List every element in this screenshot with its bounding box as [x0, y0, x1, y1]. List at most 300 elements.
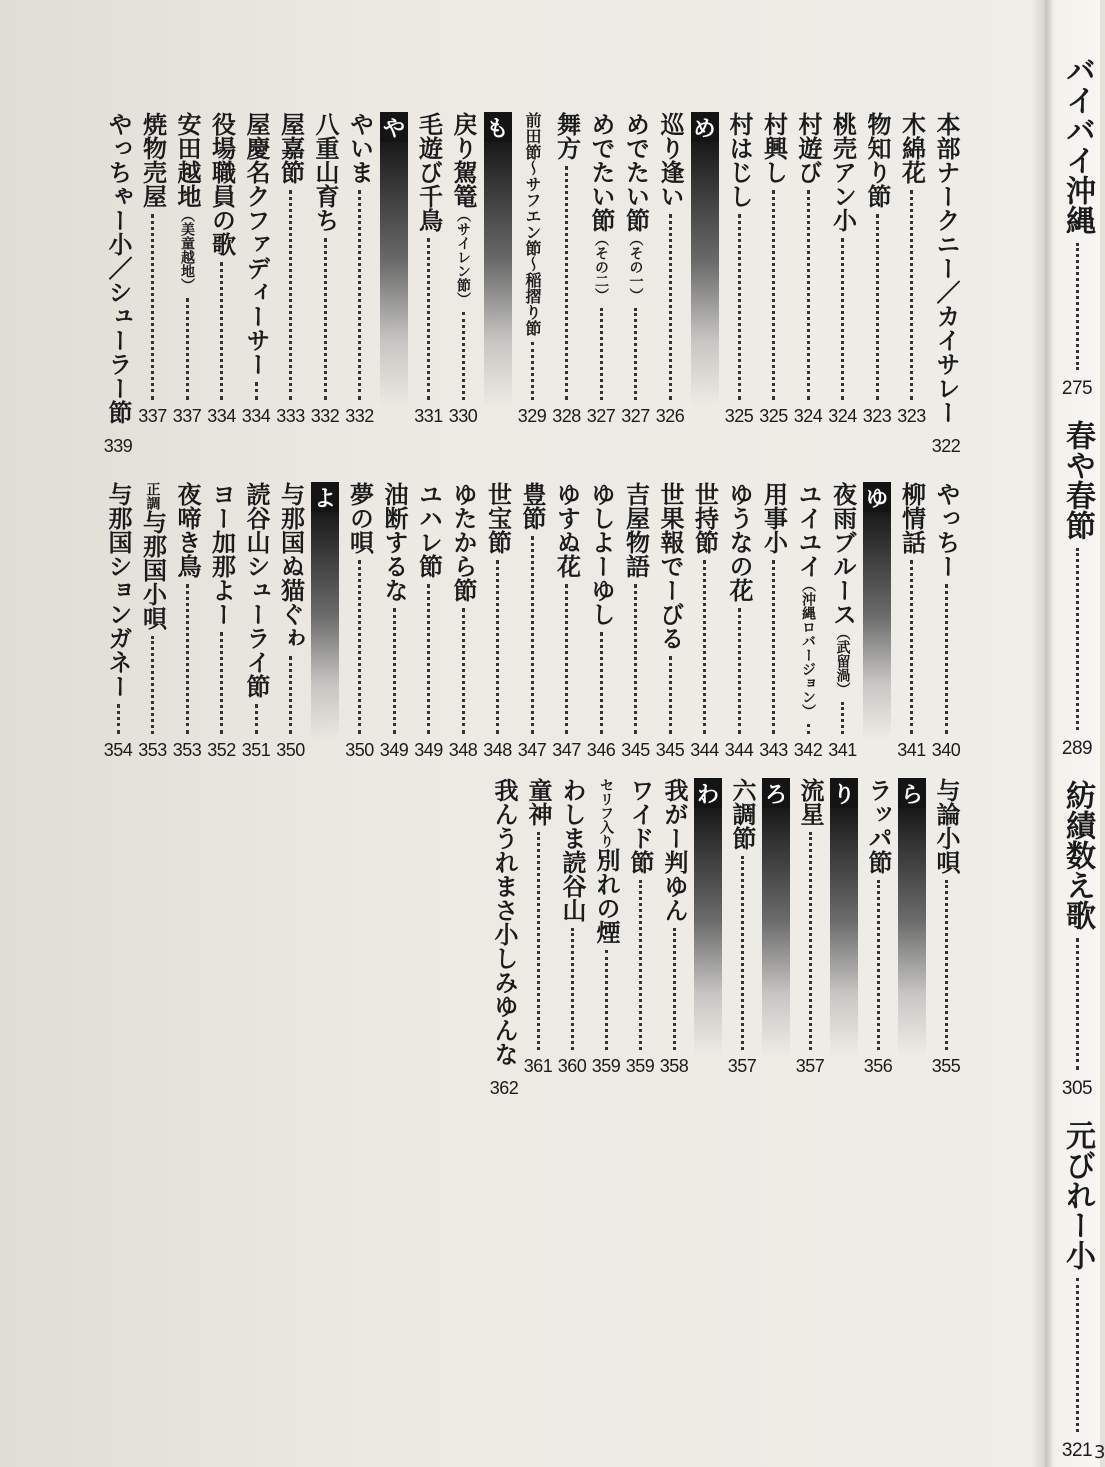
- dot-leader: [605, 950, 608, 1050]
- entry-title: [655, 482, 685, 650]
- toc-entry[interactable]: [862, 112, 892, 426]
- dot-leader: [738, 214, 741, 400]
- dot-leader: [772, 190, 775, 400]
- dot-leader: [1076, 1278, 1079, 1432]
- toc-entry[interactable]: [172, 112, 202, 426]
- entry-title-text: 前田節～サフエン節～稲摺り節: [523, 112, 542, 336]
- toc-entry[interactable]: [724, 482, 754, 760]
- entry-title-text: ワイド節: [626, 778, 654, 874]
- dot-leader: [255, 382, 258, 400]
- toc-entry[interactable]: [276, 112, 306, 426]
- entry-title-text: 八重山育ち: [311, 112, 339, 232]
- entry-title-text: 巡り逢い: [656, 112, 684, 208]
- dot-leader: [255, 704, 258, 734]
- entry-title: [897, 112, 927, 184]
- entry-title: [103, 482, 133, 698]
- entry-title: [931, 112, 961, 424]
- toc-entry[interactable]: [655, 482, 685, 760]
- toc-entry[interactable]: [931, 482, 961, 760]
- toc-entry[interactable]: [138, 112, 168, 426]
- entry-title: [379, 482, 409, 602]
- dot-leader: [600, 632, 603, 734]
- toc-entry[interactable]: [793, 482, 823, 760]
- page-number: 356: [863, 1056, 893, 1076]
- toc-entry[interactable]: [621, 482, 651, 760]
- dot-leader: [600, 308, 603, 400]
- dot-leader: [1076, 548, 1079, 730]
- entry-title-text: 吉屋物語: [621, 482, 650, 578]
- dot-leader: [531, 536, 534, 734]
- toc-entry[interactable]: [793, 112, 823, 426]
- entry-title-text: 本部ナークニー／カイサレー: [932, 112, 960, 424]
- dot-leader: [1076, 938, 1079, 1070]
- dot-leader: [427, 238, 430, 400]
- dot-leader: [186, 584, 189, 734]
- entry-title: [863, 778, 893, 874]
- toc-entry[interactable]: [759, 482, 789, 760]
- page-number: 341: [897, 740, 926, 760]
- section-fade-bar: [694, 808, 722, 1056]
- dot-leader: [220, 632, 223, 734]
- page-number: 332: [310, 406, 340, 426]
- toc-entry[interactable]: [931, 778, 961, 1076]
- toc-entry[interactable]: [207, 482, 237, 760]
- section-header: [897, 778, 927, 1056]
- page-number: 328: [552, 406, 581, 426]
- entry-title-text: 与論小唄: [932, 778, 960, 874]
- entry-title: [931, 482, 961, 578]
- dot-leader: [673, 928, 676, 1050]
- page-number: 275: [1061, 378, 1093, 399]
- toc-entry-facing[interactable]: [1058, 55, 1096, 400]
- entry-title-text: 村興し: [759, 112, 788, 184]
- entry-title-text: 与那国小唄: [138, 510, 167, 630]
- page-number: 348: [448, 740, 478, 760]
- entry-title: [448, 482, 478, 602]
- dot-leader: [807, 190, 810, 400]
- page-number: 359: [625, 1056, 655, 1076]
- toc-entry[interactable]: [172, 482, 202, 760]
- entry-title: [103, 112, 133, 424]
- entry-title: [621, 482, 651, 578]
- dot-leader: [462, 608, 465, 734]
- entry-title: [414, 482, 444, 578]
- toc-entry[interactable]: [659, 778, 689, 1076]
- entry-title-text: ヨー加那よー: [207, 482, 236, 626]
- entry-title-text: 童神: [524, 778, 552, 826]
- page-number: 345: [621, 740, 650, 760]
- entry-title: [828, 112, 858, 232]
- page-number: 343: [759, 740, 788, 760]
- toc-entry[interactable]: [103, 112, 133, 456]
- page-number: 344: [690, 740, 719, 760]
- toc-entry[interactable]: [489, 778, 519, 1098]
- entry-note: （武留渦）: [834, 626, 851, 696]
- toc-entry[interactable]: [523, 778, 553, 1076]
- entry-title-text: 用事小: [759, 482, 788, 554]
- dot-leader: [669, 656, 672, 734]
- dot-leader: [151, 636, 154, 734]
- book-gutter: [1032, 0, 1052, 1467]
- entry-title-text: やっちー: [932, 482, 960, 578]
- entry-title-text: ゆしよーゆし: [587, 482, 615, 626]
- entry-title-text: 我がー判ゆん: [660, 778, 688, 922]
- entry-title-text: 夜啼き鳥: [173, 482, 201, 578]
- page-number: 321: [1061, 1440, 1093, 1461]
- page-number: 333: [276, 406, 305, 426]
- entry-title: [448, 112, 478, 306]
- toc-entry[interactable]: [345, 482, 375, 760]
- entry-title: [172, 482, 202, 578]
- dot-leader: [910, 560, 913, 734]
- toc-entry[interactable]: [552, 112, 582, 426]
- entry-title: [793, 112, 823, 184]
- toc-entry[interactable]: [138, 482, 168, 760]
- entry-title: [414, 112, 444, 232]
- dot-leader: [945, 584, 948, 734]
- page-number: 345: [655, 740, 685, 760]
- page-number: 350: [276, 740, 305, 760]
- entry-title-text: 読谷山シューライ節: [242, 482, 270, 698]
- toc-entry[interactable]: [414, 482, 444, 760]
- entry-title: [138, 112, 168, 208]
- section-kana: ゆ: [863, 482, 891, 512]
- toc-entry[interactable]: [483, 482, 513, 760]
- dot-leader: [809, 832, 812, 1050]
- entry-title-text: 屋嘉節: [276, 112, 305, 184]
- section-kana: も: [484, 112, 512, 142]
- dot-leader: [427, 584, 430, 734]
- page-number: 330: [448, 406, 478, 426]
- page-number: 360: [557, 1056, 587, 1076]
- entry-title-text: 役場職員の歌: [207, 112, 236, 256]
- entry-title-text: 六調節: [728, 778, 756, 850]
- toc-entry[interactable]: [552, 482, 582, 760]
- toc-entry[interactable]: [241, 482, 271, 760]
- section-fade-bar: [830, 808, 858, 1056]
- entry-title-text: 屋慶名クファディーサー: [242, 112, 270, 376]
- entry-title-text: 夜雨ブルース: [828, 482, 857, 626]
- edge-page-digit: 3: [1094, 1442, 1105, 1463]
- dot-leader: [741, 856, 744, 1050]
- entry-title: [591, 778, 621, 944]
- dot-leader: [565, 584, 568, 734]
- entry-title: [625, 778, 655, 874]
- section-header: [829, 778, 859, 1056]
- page-number: 326: [655, 406, 685, 426]
- toc-entry[interactable]: [207, 112, 237, 426]
- page-number: 323: [897, 406, 926, 426]
- entry-title-text: やいま: [345, 112, 374, 184]
- page-number: 353: [138, 740, 167, 760]
- page-number: 347: [517, 740, 547, 760]
- toc-entry[interactable]: [276, 482, 306, 760]
- dot-leader: [117, 704, 120, 734]
- entry-title: [862, 112, 892, 208]
- toc-entry-facing[interactable]: [1058, 780, 1096, 1100]
- toc-entry-facing[interactable]: [1058, 420, 1096, 760]
- section-kana: ろ: [762, 778, 790, 808]
- entry-title-text: わしま読谷山: [558, 778, 586, 922]
- entry-title-text: ラッパ節: [864, 778, 892, 874]
- entry-title-text: 与那国ションガネー: [104, 482, 132, 698]
- dot-leader: [910, 190, 913, 400]
- entry-title-text: 流星: [796, 778, 824, 826]
- page-number: 340: [931, 740, 961, 760]
- dot-leader: [738, 608, 741, 734]
- entry-title: [586, 482, 616, 626]
- page-number: 337: [172, 406, 202, 426]
- toc-entry[interactable]: [897, 112, 927, 426]
- toc-entry[interactable]: [828, 482, 858, 760]
- entry-title: [310, 112, 340, 232]
- toc-entry[interactable]: [448, 112, 478, 426]
- dot-leader: [462, 312, 465, 400]
- entry-title: [172, 112, 202, 292]
- section-header: [310, 482, 340, 740]
- toc-entry[interactable]: [690, 482, 720, 760]
- page-number: 323: [862, 406, 892, 426]
- page-number: 325: [759, 406, 788, 426]
- entry-title: [489, 778, 519, 1066]
- page-number: 359: [591, 1056, 621, 1076]
- entry-title: [690, 482, 720, 554]
- toc-entry[interactable]: [448, 482, 478, 760]
- dot-leader: [289, 190, 292, 400]
- entry-title: [517, 112, 547, 336]
- entry-title-text: 毛遊び千鳥: [414, 112, 443, 232]
- page-number: 347: [552, 740, 581, 760]
- entry-note: （サイレン節）: [455, 208, 471, 306]
- entry-title-text: 物知り節: [863, 112, 891, 208]
- section-header: [483, 112, 513, 406]
- dot-leader: [531, 342, 534, 400]
- entry-title-text: めでたい節: [587, 112, 615, 232]
- entry-title-text: 与那国ぬ猫ぐゎ: [276, 482, 305, 650]
- page-number: 355: [931, 1056, 961, 1076]
- page-number: 305: [1061, 1078, 1093, 1099]
- toc-entry[interactable]: [241, 112, 271, 426]
- entry-title-text: 夢の唄: [345, 482, 374, 554]
- entry-title: [724, 112, 754, 208]
- page-number: 362: [489, 1078, 519, 1098]
- dot-leader: [220, 262, 223, 400]
- page-number: 334: [207, 406, 236, 426]
- section-kana: わ: [694, 778, 722, 808]
- dot-leader: [496, 560, 499, 734]
- toc-entry[interactable]: [379, 482, 409, 760]
- entry-title-text: ユイユイ: [794, 482, 822, 578]
- entry-note: （その二）: [593, 232, 609, 302]
- dot-leader: [537, 832, 540, 1050]
- dot-leader: [358, 190, 361, 400]
- entry-title-text: 舞方: [552, 112, 581, 160]
- section-kana: ら: [898, 778, 926, 808]
- dot-leader: [571, 928, 574, 1050]
- entry-title-text: 戻り駕篭: [449, 112, 477, 208]
- page-number: 357: [795, 1056, 825, 1076]
- dot-leader: [634, 308, 637, 400]
- page-number: 322: [931, 436, 961, 456]
- entry-title: [655, 112, 685, 208]
- entry-prefix: セリフ入り: [598, 778, 614, 848]
- entry-title-text: 桃売アン小: [828, 112, 857, 232]
- entry-title: [207, 112, 237, 256]
- entry-title: [517, 482, 547, 530]
- dot-leader: [876, 214, 879, 400]
- section-header: [690, 112, 720, 406]
- entry-title: [138, 482, 168, 630]
- page-number: 358: [659, 1056, 689, 1076]
- section-header: [761, 778, 791, 1056]
- section-fade-bar: [484, 142, 512, 406]
- page-number: 334: [241, 406, 271, 426]
- entry-title: 春や春節: [1060, 420, 1095, 540]
- entry-title: [727, 778, 757, 850]
- entry-title-text: 世宝節: [483, 482, 512, 554]
- dot-leader: [151, 214, 154, 400]
- entry-title-text: ゆうなの花: [725, 482, 753, 602]
- toc-entry[interactable]: [517, 482, 547, 760]
- page-number: 352: [207, 740, 236, 760]
- entry-title-text: 木綿花: [897, 112, 926, 184]
- toc-entry[interactable]: [655, 112, 685, 426]
- entry-title-text: やっちゃー小／シューラー節: [104, 112, 132, 424]
- entry-title: [552, 112, 582, 160]
- page-number: 337: [138, 406, 167, 426]
- toc-entry[interactable]: [517, 112, 547, 426]
- toc-entry[interactable]: [310, 112, 340, 426]
- section-fade-bar: [762, 808, 790, 1056]
- dot-leader: [358, 560, 361, 734]
- section-kana: や: [380, 112, 408, 142]
- toc-entry[interactable]: [345, 112, 375, 426]
- dot-leader: [841, 238, 844, 400]
- dot-leader: [639, 880, 642, 1050]
- page-number: 361: [523, 1056, 553, 1076]
- section-header: [862, 482, 892, 740]
- dot-leader: [393, 608, 396, 734]
- entry-title-text: 我んうれまさ小しみゆんな: [490, 778, 518, 1066]
- entry-title: [345, 112, 375, 184]
- toc-entry[interactable]: [586, 112, 616, 426]
- entry-title: [659, 778, 689, 922]
- section-fade-bar: [380, 142, 408, 406]
- entry-title: [795, 778, 825, 826]
- entry-title-text: 世果報でーびる: [656, 482, 684, 650]
- toc-entry[interactable]: [897, 482, 927, 760]
- page-number: 325: [724, 406, 754, 426]
- page-number: 327: [586, 406, 616, 426]
- section-fade-bar: [898, 808, 926, 1056]
- section-header: [693, 778, 723, 1056]
- toc-entry[interactable]: [931, 112, 961, 456]
- page-number: 342: [793, 740, 823, 760]
- dot-leader: [186, 298, 189, 400]
- page-number: 324: [828, 406, 857, 426]
- entry-title-text: 村はじし: [725, 112, 753, 208]
- entry-title: [557, 778, 587, 922]
- entry-note: （その一）: [627, 232, 644, 302]
- toc-entry[interactable]: [103, 482, 133, 760]
- dot-leader: [669, 214, 672, 400]
- toc-entry[interactable]: [795, 778, 825, 1076]
- dot-leader: [634, 584, 637, 734]
- entry-title-text: めでたい節: [621, 112, 650, 232]
- entry-title-text: 柳情話: [897, 482, 926, 554]
- page-number: 324: [793, 406, 823, 426]
- entry-title-text: 安田越地: [173, 112, 201, 208]
- entry-title: [241, 112, 271, 376]
- entry-note: （美童越地）: [179, 208, 195, 292]
- entry-title: [523, 778, 553, 826]
- entry-title-text: 別れの煙: [592, 848, 620, 944]
- toc-entry[interactable]: [621, 112, 651, 426]
- entry-note: （沖縄ロバージョン）: [800, 578, 816, 718]
- dot-leader: [945, 880, 948, 1050]
- toc-entry[interactable]: [759, 112, 789, 426]
- entry-title: [897, 482, 927, 554]
- toc-entry[interactable]: [625, 778, 655, 1076]
- page-number: 331: [414, 406, 443, 426]
- entry-title: [276, 482, 306, 650]
- toc-entry[interactable]: [727, 778, 757, 1076]
- toc-entry[interactable]: [591, 778, 621, 1076]
- entry-title: [241, 482, 271, 698]
- entry-title-text: ゆすぬ花: [552, 482, 581, 578]
- entry-title: [276, 112, 306, 184]
- entry-title: [759, 482, 789, 554]
- page-number: 346: [586, 740, 616, 760]
- entry-title: [586, 112, 616, 302]
- page-number: 339: [103, 436, 133, 456]
- section-kana: り: [830, 778, 858, 808]
- page-number: 329: [517, 406, 547, 426]
- dot-leader: [841, 702, 844, 734]
- page-number: 327: [621, 406, 650, 426]
- entry-title: [828, 482, 858, 696]
- toc-entry[interactable]: [414, 112, 444, 426]
- entry-title-text: 世持節: [690, 482, 719, 554]
- entry-title-text: ゆたから節: [449, 482, 477, 602]
- toc-entry[interactable]: [828, 112, 858, 426]
- page-number: 349: [414, 740, 443, 760]
- section-fade-bar: [863, 512, 891, 740]
- toc-entry[interactable]: [863, 778, 893, 1076]
- section-kana: め: [691, 112, 719, 142]
- entry-title: [759, 112, 789, 184]
- page-number: 349: [379, 740, 409, 760]
- dot-leader: [1076, 243, 1079, 370]
- page-number: 351: [241, 740, 271, 760]
- entry-title: [621, 112, 651, 302]
- dot-leader: [703, 560, 706, 734]
- dot-leader: [772, 560, 775, 734]
- section-fade-bar: [311, 512, 339, 740]
- toc-entry-facing[interactable]: [1058, 1120, 1096, 1462]
- entry-title: [793, 482, 823, 718]
- section-kana: よ: [311, 482, 339, 512]
- page-number: 357: [727, 1056, 757, 1076]
- entry-title: 元びれー小: [1060, 1120, 1095, 1270]
- dot-leader: [289, 656, 292, 734]
- section-fade-bar: [691, 142, 719, 406]
- entry-title: [552, 482, 582, 578]
- toc-entry[interactable]: [724, 112, 754, 426]
- entry-title: バイバイ沖縄: [1060, 55, 1095, 235]
- toc-entry[interactable]: [586, 482, 616, 760]
- toc-entry[interactable]: [557, 778, 587, 1076]
